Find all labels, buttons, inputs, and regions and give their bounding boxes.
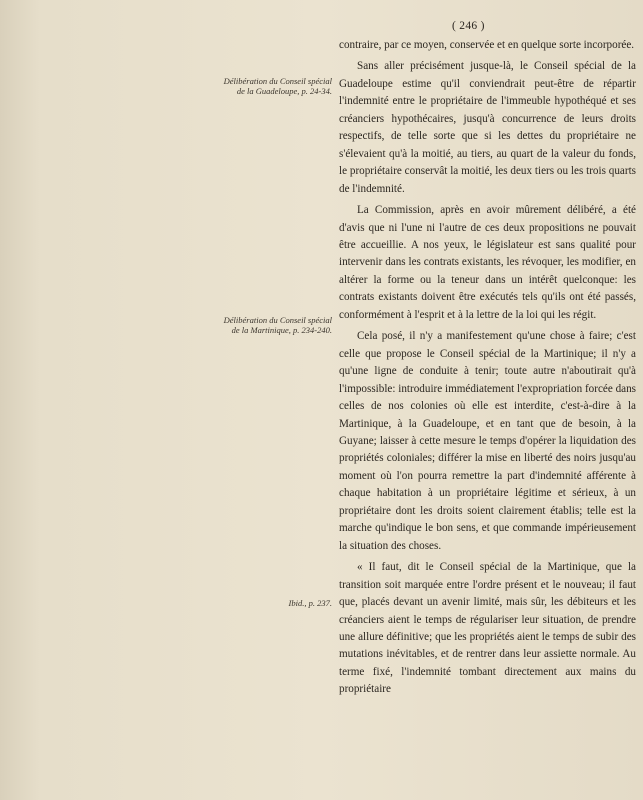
paragraph: « Il faut, dit le Conseil spécial de la Martinique, que la transition soit marquée entre l'ordre présent et le nouveau; il faut que, placés devant un avenir limité, mais sûr, les débiteurs et les créanciers aient le temps de régulariser leur situation, de prendre une allure définitive; que les propriétés aient le temps de subir des mutations inévitables, et de rentrer dans leur assiette normale. Au terme fixé, l'indemnité tombant directement aux mains du propriétaire (339, 561, 636, 696)
margin-note-ibid (140, 598, 332, 608)
margin-note-line: Ibid., p. 237. (288, 598, 332, 608)
paragraph: Sans aller précisément jusque-là, le Conseil spécial de la Guadeloupe estime qu'il conviendrait peut-être de répartir l'indemnité entre le propriétaire de l'immeuble hypothéqué et ses créanciers hypothécaires, jusqu'à concurrence de leurs droits respectifs, de telle sorte que si les dettes du propriétaire ne s'élevaient qu'à la moitié, au tiers, au quart de la valeur du fonds, le propriétaire conservât la moitié, les deux tiers ou les trois quarts de l'indemnité. (339, 60, 636, 195)
margin-note-line: de la Guadeloupe, p. 24-34. (236, 86, 332, 96)
paragraph: contraire, par ce moyen, conservée et en quelque sorte incorporée. (339, 39, 635, 51)
margin-note-guadeloupe (140, 76, 332, 96)
margin-note-martinique (140, 315, 332, 335)
margin-note-line: de la Martinique, p. 234-240. (231, 325, 332, 335)
margin-note-line: Délibération du Conseil spécial (223, 315, 332, 325)
paragraph: La Commission, après en avoir mûrement délibéré, a été d'avis que ni l'une ni l'autre de ces deux propositions ne pouvait être accueillie. A nos yeux, le législateur est sans qualité pour intervenir dans les contrats existants, les révoquer, les modifier, en altérer la forme ou la teneur dans un intérêt quelconque: les contrats existants doivent être exécutés tels qu'ils ont été passés, conformément à l'esprit et à la lettre de la loi qui les régit. (339, 204, 636, 321)
main-text (339, 37, 636, 699)
paragraph: Cela posé, il n'y a manifestement qu'une chose à faire; c'est celle que propose le Conseil spécial de la Martinique; il n'y a qu'une ligne de conduite à tenir; toute autre n'aboutirait qu'à l'impossible: introduire immédiatement l'expropriation forcée dans celles de nos colonies où elle est interdite, c'est-à-dire à la Martinique, à la Guadeloupe, et en tant que de besoin, à la Guyane; laisser à cette mesure le temps d'opérer la liquidation des propriétés coloniales; différer la mise en liberté des noirs jusqu'au moment où l'on pourra remettre la part d'indemnité afférente à chaque habitation à un propriétaire légitime et sérieux, à un propriétaire dont les droits soient clairement établis; telle est la marche qu'indique le bon sens, et que commande impérieusement la situation des choses. (339, 330, 636, 552)
margin-note-line: Délibération du Conseil spécial (223, 76, 332, 86)
page-number: ( 246 ) (452, 20, 485, 32)
